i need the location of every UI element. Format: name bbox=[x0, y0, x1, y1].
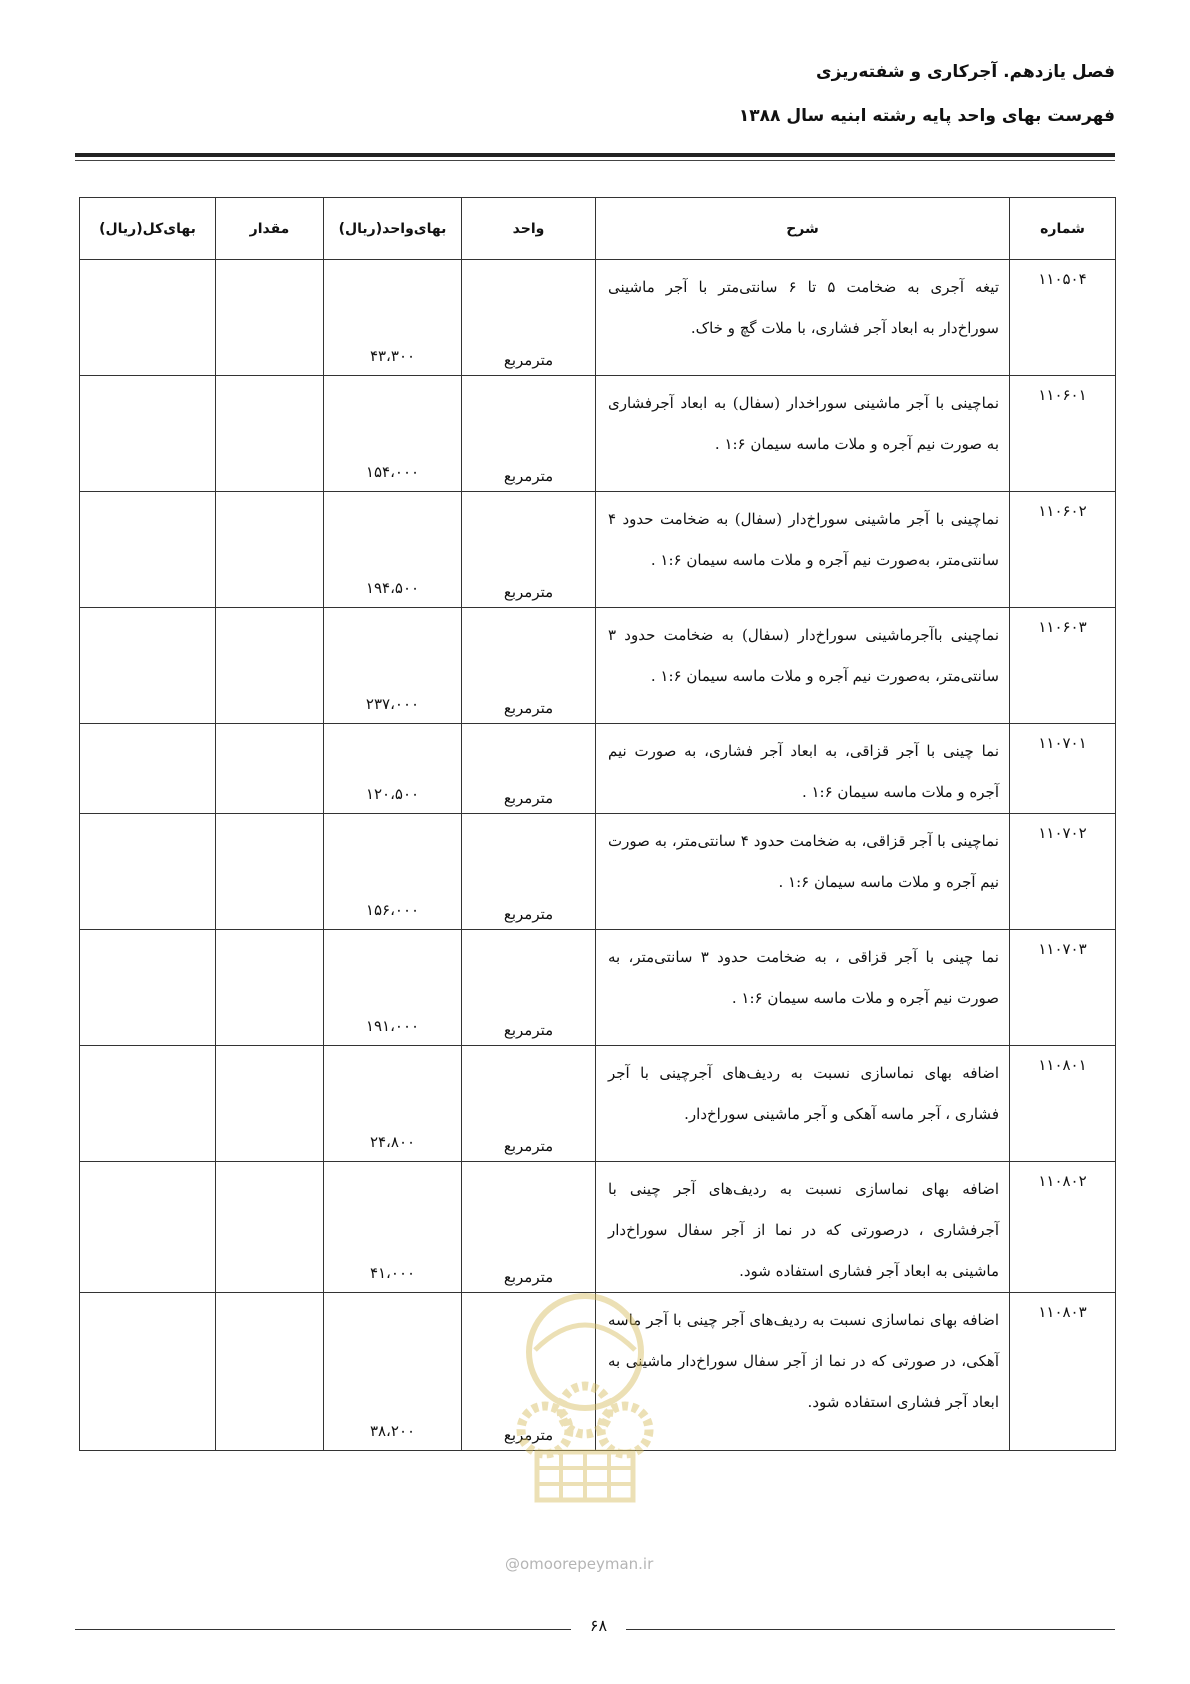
item-total-price[interactable] bbox=[80, 376, 216, 492]
item-unit-price: ۱۵۴،۰۰۰ bbox=[324, 376, 462, 492]
item-unit-price: ۱۵۶،۰۰۰ bbox=[324, 814, 462, 930]
item-total-price[interactable] bbox=[80, 1293, 216, 1451]
item-quantity[interactable] bbox=[216, 260, 324, 376]
item-quantity[interactable] bbox=[216, 930, 324, 1046]
header-rule-thick bbox=[75, 153, 1115, 157]
watermark-site-text: @omoorepeyman.ir bbox=[505, 1555, 654, 1573]
chapter-title: فصل یازدهم. آجرکاری و شفته‌ریزی bbox=[816, 62, 1115, 82]
item-unit-price: ۴۳،۳۰۰ bbox=[324, 260, 462, 376]
item-number: ۱۱۰۷۰۱ bbox=[1010, 724, 1116, 814]
item-number: ۱۱۰۷۰۳ bbox=[1010, 930, 1116, 1046]
item-quantity[interactable] bbox=[216, 724, 324, 814]
item-unit: مترمربع bbox=[462, 608, 596, 724]
price-list-title: فهرست بهای واحد پایه رشته ابنیه سال ۱۳۸۸ bbox=[738, 106, 1115, 126]
item-quantity[interactable] bbox=[216, 608, 324, 724]
column-header-unit-price: بهای‌واحد(ریال) bbox=[324, 198, 462, 260]
item-total-price[interactable] bbox=[80, 1046, 216, 1162]
table-row bbox=[80, 608, 1116, 724]
item-number: ۱۱۰۵۰۴ bbox=[1010, 260, 1116, 376]
item-number: ۱۱۰۸۰۲ bbox=[1010, 1162, 1116, 1293]
item-total-price[interactable] bbox=[80, 608, 216, 724]
footer-rule-left bbox=[75, 1629, 571, 1630]
item-unit: مترمربع bbox=[462, 814, 596, 930]
item-number: ۱۱۰۸۰۱ bbox=[1010, 1046, 1116, 1162]
column-header-total-price: بهای‌کل(ریال) bbox=[80, 198, 216, 260]
item-unit-price: ۲۳۷،۰۰۰ bbox=[324, 608, 462, 724]
item-unit: مترمربع bbox=[462, 1293, 596, 1451]
item-total-price[interactable] bbox=[80, 814, 216, 930]
item-description: اضافه بهای نماسازی نسبت به ردیف‌های آجر چینی با آجر ماسه آهکی، در صورتی که در نما از آجر سفال سوراخ‌دار ماشینی به ابعاد آجر فشاری استفاده شود. bbox=[596, 1293, 1010, 1451]
item-description: اضافه بهای نماسازی نسبت به ردیف‌های آجر چینی با آجرفشاری ، درصورتی که در نما از آجر سفال سوراخ‌دار ماشینی به ابعاد آجر فشاری استفاده شود. bbox=[596, 1162, 1010, 1293]
item-unit-price: ۴۱،۰۰۰ bbox=[324, 1162, 462, 1293]
table-header-row bbox=[80, 198, 1116, 260]
item-total-price[interactable] bbox=[80, 930, 216, 1046]
item-number: ۱۱۰۸۰۳ bbox=[1010, 1293, 1116, 1451]
table-row bbox=[80, 1162, 1116, 1293]
item-quantity[interactable] bbox=[216, 492, 324, 608]
item-number: ۱۱۰۷۰۲ bbox=[1010, 814, 1116, 930]
item-total-price[interactable] bbox=[80, 492, 216, 608]
item-number: ۱۱۰۶۰۱ bbox=[1010, 376, 1116, 492]
item-unit-price: ۲۴،۸۰۰ bbox=[324, 1046, 462, 1162]
item-total-price[interactable] bbox=[80, 724, 216, 814]
table-row bbox=[80, 1046, 1116, 1162]
item-description: تیغه آجری به ضخامت ۵ تا ۶ سانتی‌متر با آجر ماشینی سوراخ‌دار به ابعاد آجر فشاری، با ملات گچ و خاک. bbox=[596, 260, 1010, 376]
item-description: نما چینی با آجر قزاقی ، به ضخامت حدود ۳ سانتی‌متر، به صورت نیم آجره و ملات ماسه سیمان ۱:۶ . bbox=[596, 930, 1010, 1046]
item-description: نماچینی با آجر ماشینی سوراخ‌دار (سفال) به ضخامت حدود ۴ سانتی‌متر، به‌صورت نیم آجره و ملات ماسه سیمان ۱:۶ . bbox=[596, 492, 1010, 608]
item-description: نماچینی با آجر ماشینی سوراخدار (سفال) به ابعاد آجرفشاری به صورت نیم آجره و ملات ماسه سیمان ۱:۶ . bbox=[596, 376, 1010, 492]
item-unit: مترمربع bbox=[462, 260, 596, 376]
item-unit: مترمربع bbox=[462, 492, 596, 608]
item-unit: مترمربع bbox=[462, 1162, 596, 1293]
item-unit-price: ۱۹۴،۵۰۰ bbox=[324, 492, 462, 608]
item-number: ۱۱۰۶۰۳ bbox=[1010, 608, 1116, 724]
item-unit-price: ۱۲۰،۵۰۰ bbox=[324, 724, 462, 814]
item-quantity[interactable] bbox=[216, 376, 324, 492]
item-unit-price: ۱۹۱،۰۰۰ bbox=[324, 930, 462, 1046]
price-table bbox=[79, 197, 1116, 1451]
item-description: نماچینی با آجر قزاقی، به ضخامت حدود ۴ سانتی‌متر، به صورت نیم آجره و ملات ماسه سیمان ۱:۶ . bbox=[596, 814, 1010, 930]
column-header-unit: واحد bbox=[462, 198, 596, 260]
column-header-description: شرح bbox=[596, 198, 1010, 260]
header-rule-thin bbox=[75, 160, 1115, 161]
item-description: نما چینی با آجر قزاقی، به ابعاد آجر فشاری، به صورت نیم آجره و ملات ماسه سیمان ۱:۶ . bbox=[596, 724, 1010, 814]
item-total-price[interactable] bbox=[80, 1162, 216, 1293]
item-quantity[interactable] bbox=[216, 1046, 324, 1162]
table-row bbox=[80, 930, 1116, 1046]
column-header-quantity: مقدار bbox=[216, 198, 324, 260]
item-unit-price: ۳۸،۲۰۰ bbox=[324, 1293, 462, 1451]
table-row bbox=[80, 376, 1116, 492]
item-quantity[interactable] bbox=[216, 814, 324, 930]
table-row bbox=[80, 492, 1116, 608]
item-quantity[interactable] bbox=[216, 1293, 324, 1451]
item-description: نماچینی باآجرماشینی سوراخ‌دار (سفال) به ضخامت حدود ۳ سانتی‌متر، به‌صورت نیم آجره و ملات ماسه سیمان ۱:۶ . bbox=[596, 608, 1010, 724]
table-row bbox=[80, 1293, 1116, 1451]
item-unit: مترمربع bbox=[462, 724, 596, 814]
table-row bbox=[80, 724, 1116, 814]
item-unit: مترمربع bbox=[462, 376, 596, 492]
item-total-price[interactable] bbox=[80, 260, 216, 376]
item-number: ۱۱۰۶۰۲ bbox=[1010, 492, 1116, 608]
table-row bbox=[80, 814, 1116, 930]
column-header-number: شماره bbox=[1010, 198, 1116, 260]
item-unit: مترمربع bbox=[462, 930, 596, 1046]
item-description: اضافه بهای نماسازی نسبت به ردیف‌های آجرچینی با آجر فشاری ، آجر ماسه آهکی و آجر ماشینی سوراخ‌دار. bbox=[596, 1046, 1010, 1162]
page-number: ۶۸ bbox=[589, 1616, 608, 1635]
table-row bbox=[80, 260, 1116, 376]
footer-rule-right bbox=[626, 1629, 1115, 1630]
item-unit: مترمربع bbox=[462, 1046, 596, 1162]
item-quantity[interactable] bbox=[216, 1162, 324, 1293]
